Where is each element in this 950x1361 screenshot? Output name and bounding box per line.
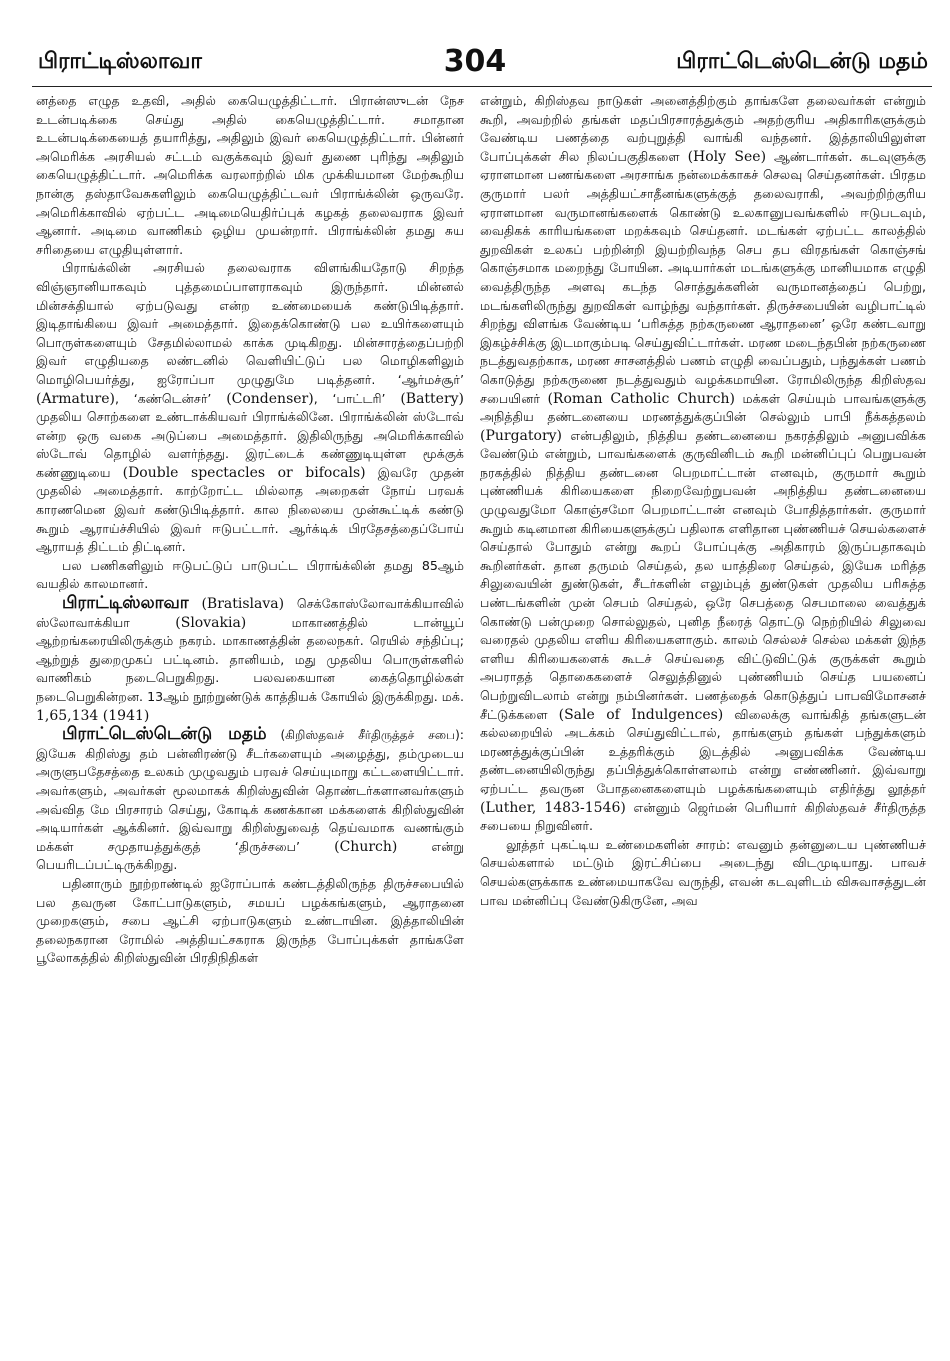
page-number: 304 [443, 44, 507, 79]
entry-subtitle: (கிறிஸ்தவச் சீர்திருத்தச் சபை) [266, 728, 460, 743]
paragraph: பல பணிகளிலும் ஈடுபட்டுப் பாடுபட்ட பிராங்க்லின் தமது 85ஆம் வயதில் காலமானர். [36, 557, 464, 592]
latin-term: (Roman Catholic Church) [547, 390, 735, 407]
latin-term: (Holy See) [687, 148, 767, 165]
latin-term: (Luther, 1483-1546) [480, 799, 626, 816]
header-rule [32, 86, 932, 87]
population-figure: 1,65,134 (1941) [36, 707, 150, 724]
paragraph: னத்தை எழுத உதவி, அதில் கையெழுத்திட்டார். பிரான்ஸுடன் நேச உடன்படிக்கை செய்து அதில் கையெழுத்திட்டார். சமாதான உடன்படிக்கையைத் தயாரித்து, அதிலும் இவர் கையெழுத்திட்டார். பின்னர் அமெரிக்க அரசியல் சட்டம் வகுக்கவும் இவர் துணை புரிந்து அதிலும் கையெழுத்திட்டார். அமெரிக்க வரலாற்றில் மிக முக்கியமான மேற்கூறிய நான்கு தஸ்தாவேசுகளிலும் கையெழுத்திட்டவர் பிராங்க்லின் ஒருவரே. அமெரிக்காவில் ஏற்பட்ட அடிமையெதிர்ப்புக் கழகத் தலைவராக இவர் ஆனார். அடிமை வாணிகம் ஒழிய முயன்றார். பிராங்க்லின் தமது சுய சரிதையை எழுதியுள்ளார். [36, 93, 464, 257]
entry-protestantism [36, 725, 464, 875]
entry-headword: பிராட்டெஸ்டென்டு மதம் [62, 724, 267, 745]
latin-term: (Sale of Indulgences) [558, 706, 724, 723]
text-run: : இயேசு கிறிஸ்து தம் பன்னிரண்டு சீடர்களையும் அழைத்து, தம்முடைய அருளுபதேசத்தை உலகம் முழுவதும் பரவச் செய்யுமாறு கட்டளையிட்டார். அவர்களும், அவர்கள் மூலமாகக் கிறிஸ்துவின் தொண்டர்களானவர்களும் அவ்வித மே பிரசாரம் செய்து, கோடிக் கணக்கான மக்களைக் கிறிஸ்துவின் அடியார்கள் ஆக்கினர். இவ்வாறு கிறிஸ்துவைத் தெய்வமாக வணங்கும் மக்கள் சமுதாயத்துக்குத் ‘திருச்சபை’ [36, 727, 464, 854]
text-run: ஆண்டார்கள். கடவுளுக்கு ஏராளமான பணங்களை அரசாங்க நன்மைக்காகச் செலவு செய்தனர்கள். பிரதம குருமார் பலர் அத்தியட்சாதீனங்களுக்குத் தலைவராகி, அவற்றிற்குரிய ஏராளமான வருமானங்களைக் கொண்டு உலகானுபவங்களில் ஈடுபடவும், வைதிகக் காரியங்களை மறக்கவும் செய்தனர். மடங்கள் ஏற்பட்ட காலத்தில் துறவிகள் உலகப் பற்றின்றி இயற்றிவந்த செப தப விரதங்கள் கொஞ்சங் கொஞ்சமாக மறைந்து போயின. அடியார்கள் மடங்களுக்கு மானியமாக எழுதி வைத்திருந்த அளவு கடந்த சொத்துக்களின் வருமானத்தைப் பெற்று, மடங்களிலிருந்து துறவிகள் வாழ்ந்து வந்தார்கள். திருச்சபையின் வழிபாட்டில் சிறந்து விளங்க வேண்டிய ‘பரிசுத்த நற்கருணை ஆராதனை’ ஒரே கண்டவாறு இகழ்ச்சிக்கு இடமாகும்படி செய்துவிட்டார்கள். மரண மடைந்தபின் நற்கருணை நடத்துவதற்காக, மரண சாசனத்தில் பணம் எழுதி வைப்பதும், பந்துக்கள் பணம் கொடுத்து நற்கருணை நடத்துவதும் வழக்கமாயின. ரோமிலிருந்த கிறிஸ்தவ சபையினர் [480, 148, 926, 406]
running-head-left: பிராட்டிஸ்லாவா [38, 49, 202, 74]
entry-headword: பிராட்டிஸ்லாவா [62, 593, 189, 614]
latin-term: (Church) [334, 838, 398, 855]
text-run: பிராங்க்லின் அரசியல் தலைவராக விளங்கியதோடு சிறந்த விஞ்ஞானியாகவும் புத்தமைப்பாளராகவும் இருந்தார். மின்னல் மின்சக்தியால் ஏற்படுவது என்ற உண்மையைக் கண்டுபிடித்தார். இடிதாங்கியை இவர் அமைத்தார். இதைக்கொண்டு பல உயிர்களையும் பொருள்களையும் சேதமில்லாமல் காக்க முடிகிறது. மின்சாரத்தைப்பற்றி இவர் எழுதியதை லண்டனில் வெளியிட்டுப் பல மொழிகளிலும் மொழிபெயர்த்து, ஐரோப்பா முழுதுமே படித்தனர். ‘ஆர்மச்சூர்’ [36, 260, 464, 387]
latin-term: (Bratislava) [201, 596, 285, 613]
text-run: , ‘பாட்டரி’ [313, 390, 401, 406]
text-run: மாகாணத்தில் டான்யூப் ஆற்றங்கரையிலிருக்கும் நகரம். மாகாணத்தின் தலைநகர். ரெயில் சந்திப்பு; ஆற்றுத் துறைமுகப் பட்டினம். தானியம், மது முதலிய பொருள்களில் வாணிகம் நடைபெறுகிறது. பலவகையான கைத்தொழில்கள் நடைபெறுகின்றன. 13ஆம் நூற்றுண்டுக் காத்தியக் கோயில் இருக்கிறது. மக். [36, 614, 464, 704]
latin-term: (Slovakia) [175, 614, 247, 631]
latin-term: (Condenser) [226, 390, 314, 407]
text-run: செக்கோஸ்லோவாக்கியாவில் ஸ்லோவாக்கியா [36, 596, 464, 630]
text-run: என்னும் ஜெர்மன் பெரியார் கிறிஸ்தவச் சீர்திருத்த சபையை நிறுவினர். [480, 799, 926, 834]
paragraph: லூத்தர் புகட்டிய உண்மைகளின் சாரம்: எவனும் தன்னுடைய புண்ணியச் செயல்களால் மட்டும் இரட்சிப்பை அடைந்து விடமுடியாது. பாவச் செயல்களுக்காக உண்மையாகவே வருந்தி, எவன் கடவுளிடம் விசுவாசத்துடன் பாவ மன்னிப்பு வேண்டுகிருனே, அவ [480, 836, 926, 908]
latin-term: (Armature) [36, 390, 115, 407]
latin-term: (Battery) [400, 390, 464, 407]
text-run: என்றும், கிறிஸ்தவ நாடுகள் அனைத்திற்கும் தாங்களே தலைவர்கள் என்றும் கூறி, அவற்றில் தங்கள் மதப்பிரசாரத்துக்கும் அதற்குரிய அதிகாரிகளுக்கும் வேண்டிய பணத்தை வற்புறுத்தி வாங்கி வந்தனர். இத்தாலியிலுள்ள போப்புக்கள் சில நிலப்பகுதிகளை [480, 93, 926, 164]
left-column [36, 92, 464, 1354]
paragraph: பதினாரும் நூற்றாண்டில் ஐரோப்பாக் கண்டத்திலிருந்த திருச்சபையில் பல தவருன கோட்பாடுகளும், சமயப் பழக்கங்களும், ஆராதனை முறைகளும், சபை ஆட்சி ஏற்பாடுகளும் உண்டாயின. இத்தாலியின் தலைநகரான ரோமில் அத்தியட்சகராக இருந்த போப்புக்கள் தாங்களே பூலோகத்தில் கிறிஸ்துவின் பிரதிநிதிகள் [36, 875, 464, 966]
latin-term: (Double spectacles or bifocals) [122, 464, 366, 481]
text-run: , ‘கண்டென்சர்’ [114, 390, 227, 406]
right-column [480, 92, 926, 1354]
text-run: இவரே முதன் முதலில் அமைத்தார். காற்றோட்ட மில்லாத அறைகள் நோய் பரவக் காரணமென இவர் கண்டுபிடித்தார். கால நிலையை முன்கூட்டிக் கண்டு கூறும் ஆராய்ச்சியில் இவர் ஈடுபட்டார். ஆர்க்டிக் பிரதேசத்தைப்போய் ஆராயத் திட்டம் திட்டினர். [36, 464, 464, 555]
running-head-right: பிராட்டெஸ்டென்டு மதம் [676, 49, 928, 74]
text-run: என்பதிலும், நித்திய தண்டனையை நகரத்திலும் அனுபவிக்க வேண்டும் என்றும், பாவங்களைக் குருவினிடம் கூறி மன்னிப்புப் பெறுபவன் நரகத்தில் நித்திய தண்டனை பெறமாட்டான் எனவும், குருமார் கூறும் புண்ணியக் கிரியைகளை நிறைவேற்றுபவன் அநித்திய தண்டனையை முழுவதுமோ கொஞ்சமோ பெறமாட்டான் எனவும் போதித்தார்கள். குருமார் கூறும் கடினமான கிரியைகளுக்குப் பதிலாக எளிதான புண்ணியச் செயல்களைச் செய்தால் போதும் என்று கூறப் போப்புக்கு அதிகாரம் இருப்பதாகவும் கூறினர்கள். தான தருமம் செய்தல், தல யாத்திரை செய்தல், இயேசு மரித்த சிலுவையின் துண்டுகள், சீடர்களின் எலும்புத் துண்டுகள் முதலிய பரிசுத்த பண்டங்களின் முன் செபம் செய்தல், ஒரே செபத்தை செபமாலை வைத்துக் கொண்டு பன்முறை சொல்லுதல், புனித நீரைத் தொட்டு நெற்றியில் சிலுவை வரைதல் முதலிய எளிய கிரியைகளாகும். காலம் செல்லச் செல்ல மக்கள் இந்த எளிய கிரியைகளைக் கூடச் செய்வதை விட்டுவிட்டுக் குருக்கள் கூறும் அபராதத் தொகைகளைச் செலுத்தினுல் புண்ணியம் செய்த பயனைப் பெற்றுவிடலாம் என்று நம்பினர்கள். பணத்தைக் கொடுத்துப் பாபவிமோசனச் சீட்டுக்களை [480, 427, 926, 722]
text-run: விலைக்கு வாங்கித் தங்களுடன் கல்லறையில் அடக்கம் செய்துவிட்டால், தாங்களும் தங்கள் பந்துக்களும் மரணத்துக்குப்பின் உத்தரிக்கும் இடத்தில் அனுபவிக்க வேண்டிய தண்டனையிலிருந்து தப்பித்துக்கொள்ளலாம் என்று எண்ணினர். இவ்வாறு ஏற்பட்ட தவருன போதனைகளையும் பழக்கங்களையும் எதிர்த்து லூத்தர் [480, 706, 926, 796]
entry-bratislava [36, 594, 464, 725]
text-run: என்று பெயரிடப்பட்டிருக்கிறது. [36, 838, 464, 873]
latin-term: (Purgatory) [480, 427, 563, 444]
text-run: மக்கள் செய்யும் பாவங்களுக்கு அநித்திய தண்டனையை மரணத்துக்குப்பின் செல்லும் பாபி நீக்கத்தலம் [480, 390, 926, 425]
paragraph [36, 259, 464, 557]
text-run [189, 596, 202, 611]
text-run: முதலிய சொற்களை உண்டாக்கியவர் பிராங்க்லினே. பிராங்க்லின் ஸ்டோவ் என்ற ஒரு வகை அடுப்பை அமைத்தார். இதிலிருந்து அமெரிக்காவில் ஸ்டோவ் தொழில் வளர்ந்தது. இரட்டைக் கண்ணுடியுள்ள மூக்குக் கண்ணுடியை [36, 409, 464, 480]
paragraph [480, 92, 926, 836]
